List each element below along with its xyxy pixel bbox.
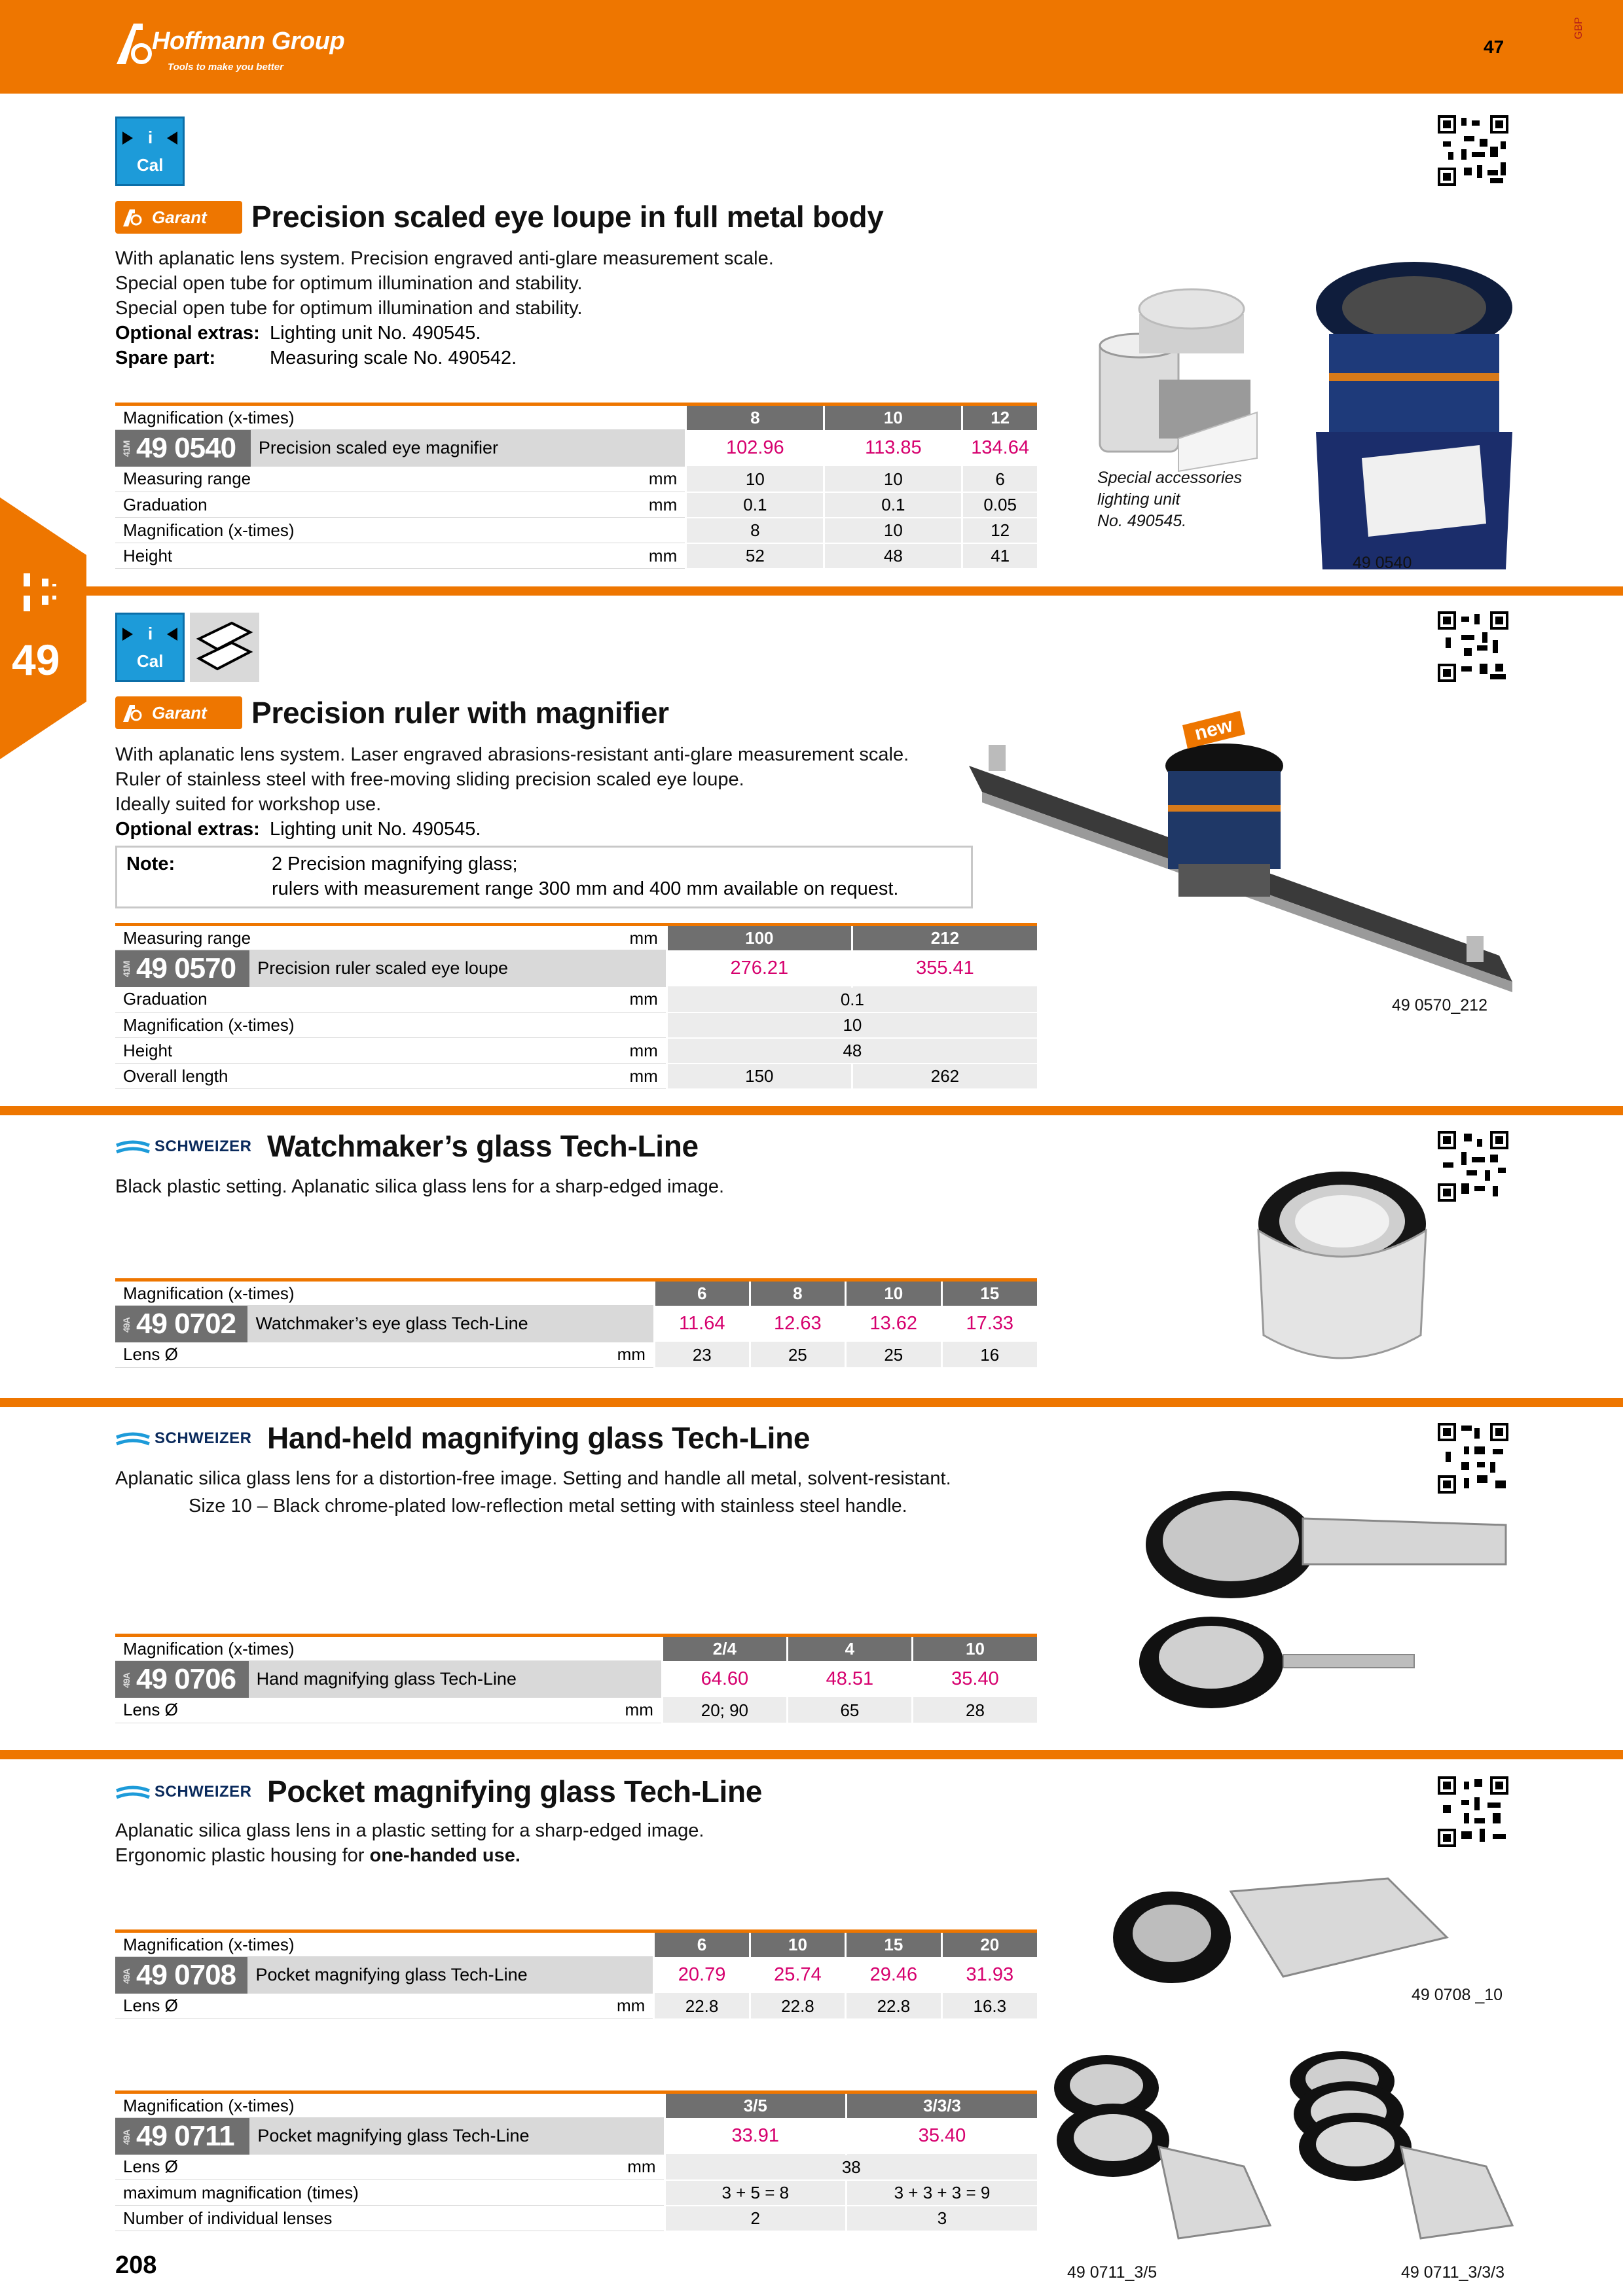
spec-table-490711: Magnification (x-times) 3/5 3/3/3 49A 49 0711 Pocket magnifying glass Tech-Line 33.91 35.40 Lens Ø mm 38 maximum magnification (times) 3 + 5 = 8 3 + 3 + 3 = 9 Number of individual lenses 2 3: [115, 2090, 1037, 2232]
price[interactable]: 33.91: [665, 2118, 846, 2155]
watchmaker-glass-image: [1244, 1165, 1440, 1381]
section-separator: [0, 1750, 1623, 1759]
section-separator: [0, 1106, 1623, 1115]
price[interactable]: 11.64: [654, 1306, 750, 1342]
pocket-magnifier-image: [1113, 1865, 1453, 2009]
table-header-label: Magnification (x-times): [115, 404, 686, 430]
spec-table-490570: Measuring range mm 100 212 41M 49 0570 Precision ruler scaled eye loupe 276.21 355.41 Graduation mm 0.1 Magnification (x-times) 10 Height mm 48 Overall length mm 150 262: [115, 923, 1037, 1090]
article-number: 49A 49 0706: [115, 1661, 249, 1698]
price[interactable]: 20.79: [654, 1957, 750, 1994]
spec-table-490708: Magnification (x-times) 6 10 15 20 49A 49 0708 Pocket magnifying glass Tech-Line 20.79 25.74 29.46 31.93 Lens Ø mm 22.8 22.8 22.8 16.3: [115, 1929, 1037, 2020]
qr-code-icon[interactable]: [1438, 611, 1508, 682]
ruler-icon: [190, 613, 259, 682]
table-header-label: Magnification (x-times): [115, 1280, 654, 1306]
brand-tagline: Tools to make you better: [168, 62, 283, 73]
table-header-label: Magnification (x-times): [115, 2092, 665, 2118]
price[interactable]: 13.62: [846, 1306, 941, 1342]
spec-table-490702: Magnification (x-times) 6 8 10 15 49A 49 0702 Watchmaker’s eye glass Tech-Line 11.64 12.63 13.62 17.33 Lens Ø mm 23 25 25 16: [115, 1278, 1037, 1369]
schweizer-logo: SCHWEIZER: [115, 1782, 246, 1804]
price[interactable]: 17.33: [941, 1306, 1037, 1342]
price[interactable]: 35.40: [846, 2118, 1037, 2155]
calibration-badge: i Cal: [115, 117, 185, 186]
article-name: Pocket magnifying glass Tech-Line: [249, 2118, 665, 2155]
price[interactable]: 355.41: [852, 950, 1037, 987]
article-name: Hand magnifying glass Tech-Line: [249, 1661, 663, 1698]
price[interactable]: 29.46: [846, 1957, 941, 1994]
schweizer-logo: SCHWEIZER: [115, 1136, 246, 1158]
product-title: Watchmaker’s glass Tech-Line: [267, 1129, 699, 1163]
chapter-tab: [0, 497, 86, 759]
new-badge: [1182, 711, 1245, 750]
section-separator: [0, 1398, 1623, 1407]
page-number: 208: [115, 2251, 157, 2279]
price[interactable]: 113.85: [824, 430, 962, 467]
article-number: 49A 49 0708: [115, 1957, 247, 1994]
qr-code-icon[interactable]: [1438, 1423, 1508, 1494]
price[interactable]: 12.63: [750, 1306, 845, 1342]
garant-logo: Garant: [115, 696, 242, 729]
image-label: 49 0570_212: [1392, 996, 1487, 1014]
article-number: 41M 49 0570: [115, 950, 249, 987]
table-header-label: Measuring range: [115, 925, 534, 950]
product-description: With aplanatic lens system. Laser engraved abrasions-resistant anti-glare measurement scale. Ruler of stainless steel with free-moving sliding precision scaled eye loupe. Ideally suited for workshop use.: [115, 744, 909, 815]
garant-logo: Garant: [115, 201, 242, 234]
ruler-magnifier-image: [962, 707, 1525, 1008]
article-number: 49A 49 0711: [115, 2118, 249, 2155]
product-description: Black plastic setting. Aplanatic silica glass lens for a sharp-edged image.: [115, 1176, 725, 1197]
qr-code-icon[interactable]: [1438, 1776, 1508, 1847]
price[interactable]: 276.21: [666, 950, 852, 987]
qr-code-icon[interactable]: [1438, 1131, 1508, 1202]
brand-name: Hoffmann Group: [152, 27, 345, 55]
article-number: 41M 49 0540: [115, 430, 251, 467]
new-label: new: [1192, 714, 1235, 745]
accessory-caption: Special accessories lighting unit No. 490545.: [1097, 469, 1242, 530]
price[interactable]: 31.93: [941, 1957, 1037, 1994]
price[interactable]: 48.51: [787, 1661, 912, 1698]
product-title: Precision scaled eye loupe in full metal body: [251, 200, 884, 234]
section-separator: [0, 586, 1623, 596]
article-name: Precision scaled eye magnifier: [251, 430, 686, 467]
qr-code-icon[interactable]: [1438, 115, 1508, 186]
article-name: Watchmaker’s eye glass Tech-Line: [247, 1306, 654, 1342]
chapter-number: 49: [12, 636, 60, 684]
calibration-badge: i Cal: [115, 613, 185, 682]
product-description: Aplanatic silica glass lens for a distortion-free image. Setting and handle all metal, solvent-resistant.: [115, 1468, 951, 1489]
spec-table-490540: Magnification (x-times) 8 10 12 41M 49 0540 Precision scaled eye magnifier 102.96 113.85 134.64 Measuring range mm 10 10 6 Graduation mm 0.1 0.1 0.05 Magnification (x-times) 8 10 12 Height mm 52 48 41: [115, 403, 1037, 569]
size-note: Size 10 – Black chrome-plated low-reflection metal setting with stainless steel handle.: [189, 1496, 907, 1516]
article-name: Pocket magnifying glass Tech-Line: [247, 1957, 653, 1994]
article-name: Precision ruler scaled eye loupe: [249, 950, 666, 987]
hand-magnifier-image: [1133, 1486, 1525, 1734]
price[interactable]: 134.64: [962, 430, 1037, 467]
price[interactable]: 102.96: [686, 430, 824, 467]
optional-extras: Optional extras: Lighting unit No. 490545. Spare part: Measuring scale No. 490542.: [115, 323, 517, 368]
currency-label: GBP: [1573, 17, 1584, 39]
image-label: 49 0708 _10: [1412, 1986, 1503, 2004]
optional-extras: Optional extras: Lighting unit No. 490545.: [115, 819, 481, 840]
product-title: Pocket magnifying glass Tech-Line: [267, 1774, 763, 1808]
note-box: Note: 2 Precision magnifying glass; rulers with measurement range 300 mm and 400 mm available on request.: [115, 846, 973, 908]
page-number-top: 47: [1484, 37, 1504, 57]
article-number: 49A 49 0702: [115, 1306, 247, 1342]
price[interactable]: 35.40: [912, 1661, 1037, 1698]
pocket-magnifier-3-3-3-image: [1277, 2049, 1525, 2245]
image-label: 49 0711_3/3/3: [1401, 2263, 1505, 2282]
table-header-label: Magnification (x-times): [115, 1931, 654, 1957]
price[interactable]: 64.60: [662, 1661, 787, 1698]
product-title: Precision ruler with magnifier: [251, 696, 669, 730]
product-description: Aplanatic silica glass lens in a plastic setting for a sharp-edged image. Ergonomic plastic housing for one-handed use.: [115, 1820, 704, 1866]
product-title: Hand-held magnifying glass Tech-Line: [267, 1421, 811, 1455]
image-label: 49 0540: [1353, 554, 1412, 572]
price[interactable]: 25.74: [750, 1957, 845, 1994]
product-description: With aplanatic lens system. Precision engraved anti-glare measurement scale. Special open tube for optimum illumination and stability. Special open tube for optimum illumination and stability.: [115, 248, 774, 319]
spec-table-490706: Magnification (x-times) 2/4 4 10 49A 49 0706 Hand magnifying glass Tech-Line 64.60 48.51 35.40 Lens Ø mm 20; 90 65 28: [115, 1634, 1037, 1724]
pocket-magnifier-3-5-image: [1048, 2049, 1283, 2245]
schweizer-logo: SCHWEIZER: [115, 1428, 246, 1450]
table-header-label: Magnification (x-times): [115, 1636, 662, 1661]
image-label: 49 0711_3/5: [1067, 2263, 1158, 2282]
